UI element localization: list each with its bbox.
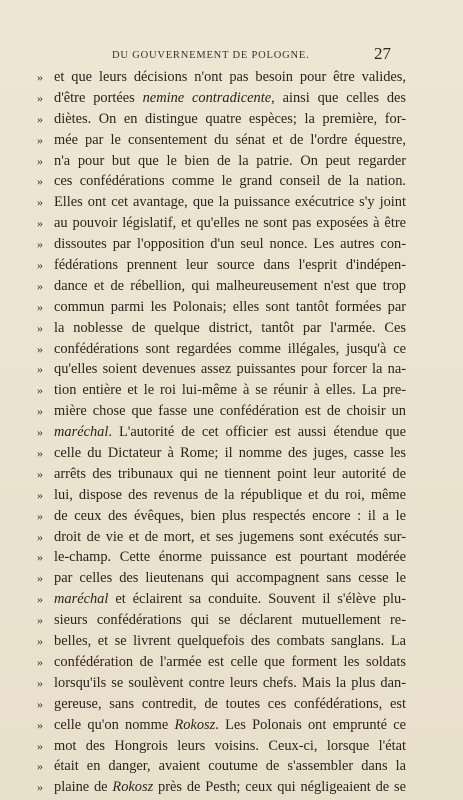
quote-mark: » (37, 70, 43, 84)
line-text: par celles des lieutenans qui accompagnent sans cesse le (54, 570, 406, 587)
line-text: la noblesse de quelque district, tantôt par l'armée. Ces (54, 319, 406, 336)
text-line (37, 171, 406, 192)
line-text: de ceux des évêques, bien plus respectés encore : il a le (54, 507, 406, 524)
line-text: Elles ont cet avantage, que la puissance exécutrice s'y joint (54, 194, 406, 211)
quote-mark: » (37, 487, 43, 502)
line-text: diètes. On en distingue quatre espèces; la première, for- (54, 110, 406, 127)
line-text: maréchal. L'autorité de cet officier est aussi étendue que (54, 424, 406, 441)
quote-mark: » (37, 132, 43, 147)
line-text: dance et de rébellion, qui malheureusement n'est que trop (54, 277, 406, 294)
line-text: celle qu'on nomme Rokosz. Les Polonais ont emprunté ce (54, 716, 406, 733)
text-line (37, 276, 406, 297)
line-text: mot des Hongrois leurs voisins. Ceux-ci, lorsque l'état (54, 737, 406, 754)
quote-mark: » (37, 717, 43, 732)
text-line (37, 359, 406, 380)
quote-mark: » (37, 780, 43, 795)
line-text: plaine de Rokosz près de Pesth; ceux qui négligeaient de se (54, 779, 406, 796)
quote-mark: » (37, 383, 43, 398)
quote-mark: » (37, 153, 43, 168)
page-number: 27 (374, 44, 391, 63)
running-title: DU GOUVERNEMENT DE POLOGNE. (112, 50, 310, 61)
quote-mark: » (37, 550, 43, 565)
text-line (37, 673, 406, 694)
line-text: dissoutes par l'opposition d'un seul nonce. Les autres con- (54, 236, 406, 253)
text-line (37, 192, 406, 213)
line-text: belles, et se livrent quelquefois des combats sanglans. La (54, 633, 406, 650)
quote-mark: » (37, 299, 43, 314)
text-line (37, 756, 406, 777)
line-text: gereuse, sans contredit, de toutes ces confédérations, est (54, 695, 406, 712)
text-line (37, 318, 406, 339)
quote-mark: » (37, 278, 43, 293)
text-line (37, 694, 406, 715)
quote-mark: » (37, 90, 43, 105)
line-text: au pouvoir législatif, et qu'elles ne sont pas exposées à être (54, 215, 406, 232)
text-line (37, 736, 406, 757)
line-text: qu'elles soient devenues assez puissantes pour forcer la na- (54, 361, 406, 378)
quote-mark: » (37, 446, 43, 461)
quote-mark: » (37, 654, 43, 669)
text-line (37, 422, 406, 443)
text-line (37, 443, 406, 464)
quote-mark: » (37, 111, 43, 126)
text-line (37, 339, 406, 360)
line-text: était en danger, avaient coutume de s'assembler dans la (54, 758, 406, 775)
text-line (37, 67, 406, 88)
text-line (37, 234, 406, 255)
text-line (37, 631, 406, 652)
quote-mark: » (37, 613, 43, 628)
quote-mark: » (37, 466, 43, 481)
text-line (37, 547, 406, 568)
quote-mark: » (37, 195, 43, 210)
text-line (37, 151, 406, 172)
page-header (0, 44, 463, 64)
line-text: confédération de l'armée est celle que forment les soldats (54, 653, 406, 670)
quote-mark: » (37, 738, 43, 753)
line-text: n'a pour but que le bien de la patrie. On peut regarder (54, 152, 406, 169)
line-text: celle du Dictateur à Rome; il nomme des juges, casse les (54, 445, 406, 462)
text-line (37, 401, 406, 422)
text-line (37, 506, 406, 527)
quote-mark: » (37, 508, 43, 523)
quote-mark: » (37, 759, 43, 774)
text-line (37, 715, 406, 736)
text-line (37, 777, 406, 798)
text-line (37, 589, 406, 610)
line-text: arrêts des tribunaux qui ne tiennent point leur autorité de (54, 465, 406, 482)
body-text (37, 67, 406, 798)
quote-mark: » (37, 571, 43, 586)
line-text: commun parmi les Polonais; elles sont tantôt formées par (54, 298, 406, 315)
line-text: fédérations prennent leur source dans l'esprit d'indépen- (54, 257, 406, 274)
quote-mark: » (37, 216, 43, 231)
quote-mark: » (37, 592, 43, 607)
text-line (37, 568, 406, 589)
line-text: et que leurs décisions n'ont pas besoin pour être valides, (54, 69, 406, 85)
line-text: ces confédérations comme le grand conseil de la nation. (54, 173, 406, 190)
text-line (37, 297, 406, 318)
text-line (37, 652, 406, 673)
text-line (37, 213, 406, 234)
text-line (37, 485, 406, 506)
text-line (37, 255, 406, 276)
line-text: maréchal et éclairent sa conduite. Souvent il s'élève plu- (54, 591, 406, 608)
quote-mark: » (37, 634, 43, 649)
quote-mark: » (37, 362, 43, 377)
line-text: le-champ. Cette énorme puissance est pourtant modérée (54, 549, 406, 566)
quote-mark: » (37, 341, 43, 356)
line-text: droit de vie et de mort, et ses jugemens sont exécutés sur- (54, 528, 406, 545)
quote-mark: » (37, 174, 43, 189)
line-text: sieurs confédérations qui se déclarent mutuellement re- (54, 612, 406, 629)
quote-mark: » (37, 320, 43, 335)
line-text: lorsqu'ils se soulèvent contre leurs chefs. Mais la plus dan- (54, 674, 406, 691)
quote-mark: » (37, 237, 43, 252)
text-line (37, 130, 406, 151)
line-text: confédérations sont regardées comme illégales, jusqu'à ce (54, 340, 406, 357)
quote-mark: » (37, 675, 43, 690)
quote-mark: » (37, 696, 43, 711)
quote-mark: » (37, 404, 43, 419)
text-line (37, 88, 406, 109)
text-line (37, 527, 406, 548)
quote-mark: » (37, 258, 43, 273)
quote-mark: » (37, 425, 43, 440)
line-text: mière chose que fasse une confédération est de choisir un (54, 403, 406, 420)
text-line (37, 464, 406, 485)
line-text: tion entière et le roi lui-même à se réunir à elles. La pre- (54, 382, 406, 399)
line-text: lui, dispose des revenus de la république et du roi, même (54, 486, 406, 503)
text-line (37, 380, 406, 401)
line-text: d'être portées nemine contradicente, ainsi que celles des (54, 89, 406, 106)
quote-mark: » (37, 529, 43, 544)
text-line (37, 109, 406, 130)
text-line (37, 610, 406, 631)
line-text: mée par le consentement du sénat et de l'ordre équestre, (54, 131, 406, 148)
